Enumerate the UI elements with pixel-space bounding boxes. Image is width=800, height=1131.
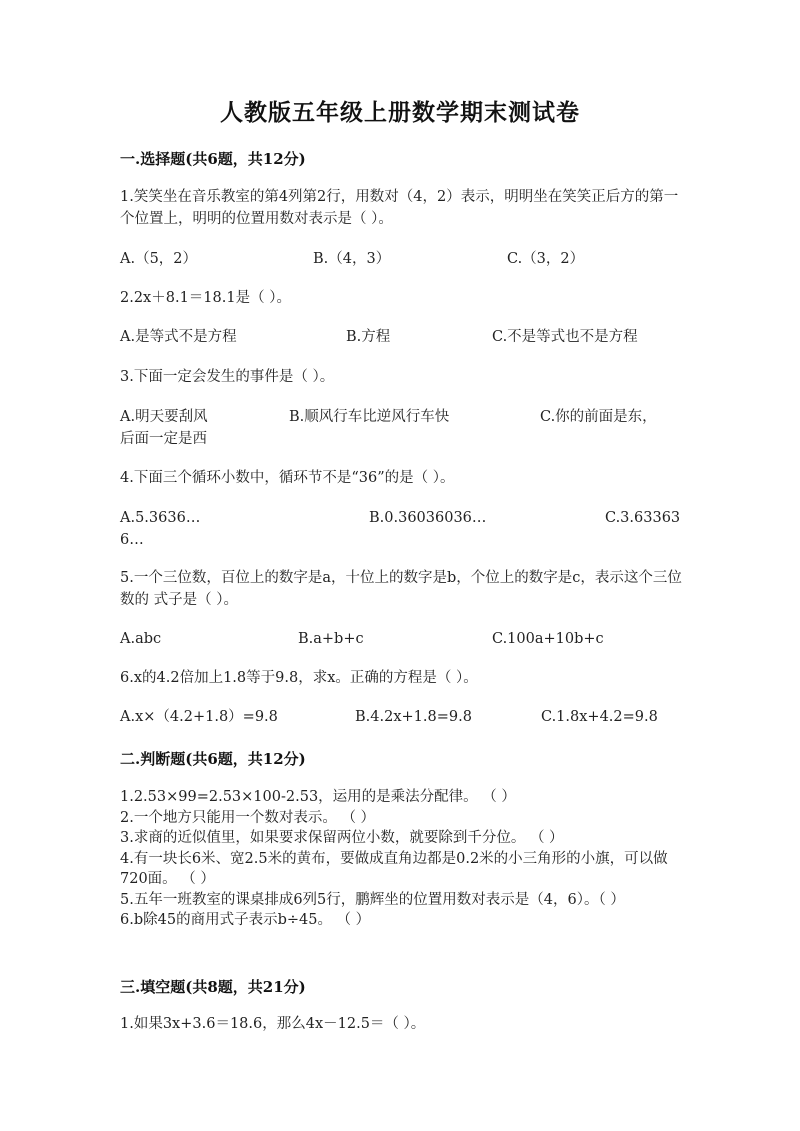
question-text: 3.下面一定会发生的事件是（ ）。 [120,369,335,385]
option-c: C.不是等式也不是方程 [492,329,638,345]
list-item: 5.五年一班教室的课桌排成6列5行，鹏辉坐的位置用数对表示是（4，6）。（ ） [120,891,625,908]
option-c: C.（3，2） [507,251,585,267]
list-item: 4.有一块长6米、宽2.5米的黄布，要做成直角边都是0.2米的小三角形的小旗，可以做720面。 （ ） [120,850,668,887]
option-b: B.4.2x+1.8=9.8 [355,709,472,725]
question-text: 1.笑笑坐在音乐教室的第4列第2行，用数对（4，2）表示，明明坐在笑笑正后方的第一个位置上，明明的位置用数对表示是（ ）。 [120,189,679,227]
option-a: A.5.3636… [120,510,201,526]
option-a: A.是等式不是方程 [120,329,237,345]
option-c: C.3.63363 [605,510,681,526]
question-text: 5.一个三位数，百位上的数字是a，十位上的数字是b，个位上的数字是c，表示这个三位数的 式子是（ ）。 [120,570,682,608]
option-a: A.明天要刮风 [120,409,208,425]
question-text: 2.2x＋8.1＝18.1是（ ）。 [120,290,291,306]
option-c: C.你的前面是东， [540,409,657,425]
section-heading-choice: 一.选择题(共6题，共12分) [120,150,306,168]
option-a: A.x×（4.2+1.8）=9.8 [120,709,278,725]
option-a: A.（5，2） [120,251,198,267]
option-c-continued: 后面一定是西 [120,431,207,447]
list-item: 2.一个地方只能用一个数对表示。 （ ） [120,809,376,826]
option-b: B.方程 [346,329,391,345]
list-item: 3.求商的近似值里，如果要求保留两位小数，就要除到千分位。 （ ） [120,830,564,846]
section-heading-true-false: 二.判断题(共6题，共12分) [120,750,306,768]
option-c: C.100a+10b+c [492,631,604,647]
question-text: 6.x的4.2倍加上1.8等于9.8，求x。正确的方程是（ ）。 [120,670,478,686]
list-item: 1.2.53×99=2.53×100-2.53，运用的是乘法分配律。 （ ） [120,789,516,805]
page-title: 人教版五年级上册数学期末测试卷 [220,99,580,126]
question-text: 4.下面三个循环小数中，循环节不是“36”的是（ ）。 [120,470,455,486]
option-c-continued: 6… [120,532,144,548]
true-false-list [120,787,680,931]
list-item: 6.b除45的商用式子表示b÷45。 （ ） [120,912,371,928]
option-c: C.1.8x+4.2=9.8 [541,709,658,725]
option-b: B.（4，3） [313,251,391,267]
section-heading-fill-blank: 三.填空题(共8题，共21分) [120,978,306,996]
option-b: B.0.36036036… [369,510,487,526]
option-b: B.顺风行车比逆风行车快 [289,409,450,425]
option-a: A.abc [120,631,162,647]
question-text: 1.如果3x+3.6＝18.6，那么4x－12.5＝（ ）。 [120,1016,426,1032]
option-b: B.a+b+c [298,631,364,647]
